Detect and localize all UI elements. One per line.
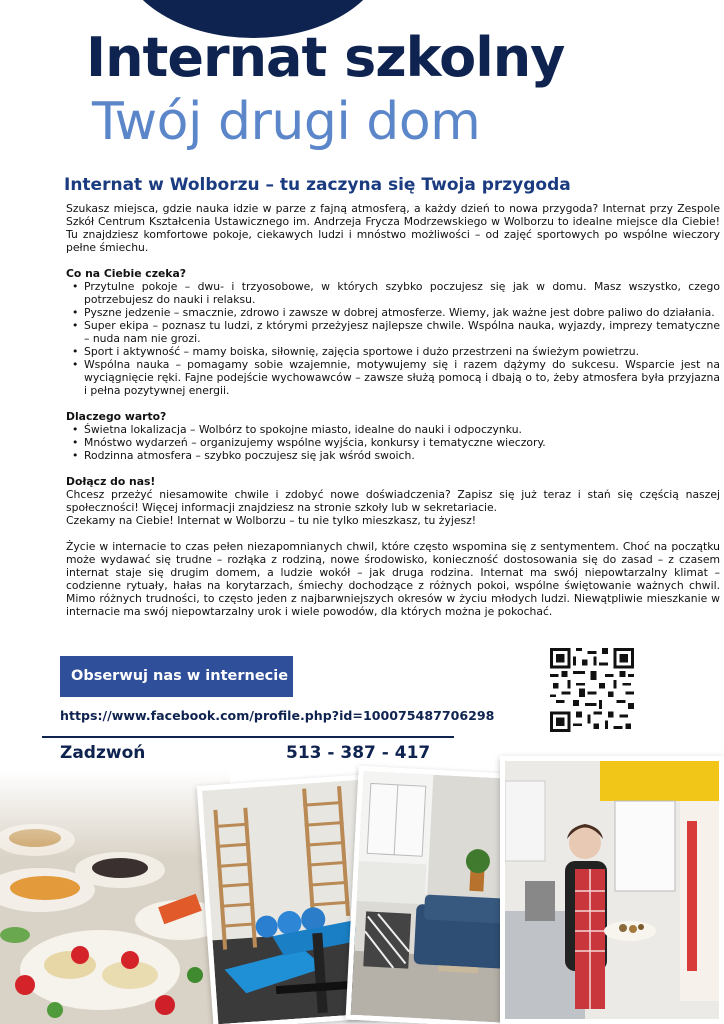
food-photo: [0, 770, 230, 1024]
list-item: • Super ekipa – poznasz tu ludzi, z którymi przeżyjesz najlepsze chwile. Wspólna nauka, wyjazdy, imprezy tematyczne – nuda nam nie grozi.: [66, 319, 720, 345]
life-paragraph: Życie w internacie to czas pełen niezapomnianych chwil, które często wspomina się z sentymentem. Choć na początku może wydawać się trudne – rozłąka z rodziną, nowe środowisko, konieczność dostosowania się do zasad – z czasem internat staje się drugim domem, a ludzie wokół – jak druga rodzina. Internat ma swój niepowtarzalny klimat – codzienne rytuały, hałas na korytarzach, śmiechy dochodzące z różnych pokoi, wspólne świętowanie ważnych chwil. Mimo różnych trudności, to często jeden z najbarwniejszych okresów w życiu młodych ludzi. Niewątpliwie mieszkanie w internacie ma swój niepowtarzalny urok i wiele powodów, dla których można je pokochać.: [66, 540, 720, 618]
list-item: • Przytulne pokoje – dwu- i trzyosobowe, w których szybko poczujesz się jak w domu. Masz wszystko, czego potrzebujesz do nauki i relaksu.: [66, 280, 720, 306]
divider: [42, 736, 454, 738]
kitchen-photo: [500, 756, 724, 1024]
facebook-link[interactable]: https://www.facebook.com/profile.php?id=100075487706298: [60, 708, 495, 723]
offer-list: [66, 280, 720, 397]
list-item: • Sport i aktywność – mamy boiska, siłownię, zajęcia sportowe i dużo przestrzeni na świeżym powietrzu.: [66, 345, 720, 358]
join-closing: Czekamy na Ciebie! Internat w Wolborzu – tu nie tylko mieszkasz, tu żyjesz!: [66, 514, 477, 527]
offer-heading: Co na Ciebie czeka?: [66, 267, 187, 280]
list-item: • Wspólna nauka – pomagamy sobie wzajemnie, motywujemy się i razem dążymy do sukcesu. Wsparcie jest na wyciągnięcie ręki. Fajne podejście wychowawców – zawsze służą pomocą i dbają o to, żeby atmosfera była przyjazna i pełna pozytywnej energii.: [66, 358, 720, 397]
intro-headline: Internat w Wolborzu – tu zaczyna się Twoja przygoda: [64, 175, 571, 195]
main-title: Internat szkolny: [86, 26, 565, 89]
intro-paragraph: Szukasz miejsca, gdzie nauka idzie w parze z fajną atmosferą, a każdy dzień to nowa przygoda? Internat przy Zespole Szkół Centrum Kształcenia Ustawicznego im. Andrzeja Frycza Modrzewskiego w Wolborzu to idealne miejsce dla Ciebie! Tu znajdziesz komfortowe pokoje, ciekawych ludzi i mnóstwo możliwości – od zajęć sportowych po wspólne wieczory pełne śmiechu.: [66, 202, 720, 254]
qr-code-icon[interactable]: [550, 648, 634, 732]
list-item: • Świetna lokalizacja – Wolbórz to spokojne miasto, idealne do nauki i odpoczynku.: [66, 423, 720, 436]
join-paragraph: Chcesz przeżyć niesamowite chwile i zdobyć nowe doświadczenia? Zapisz się już teraz i stań się częścią naszej społeczności! Więcej informacji znajdziesz na stronie szkoły lub w sekretariacie.: [66, 488, 720, 514]
list-item: • Pyszne jedzenie – smacznie, zdrowo i zawsze w dobrej atmosferze. Wiemy, jak ważne jest dobre paliwo do działania.: [66, 306, 720, 319]
list-item: • Rodzinna atmosfera – szybko poczujesz się jak wśród swoich.: [66, 449, 720, 462]
follow-us-banner: Obserwuj nas w internecie: [60, 656, 293, 697]
why-heading: Dlaczego warto?: [66, 410, 167, 423]
list-item: • Mnóstwo wydarzeń – organizujemy wspólne wyjścia, konkursy i tematyczne wieczory.: [66, 436, 720, 449]
call-label: Zadzwoń: [60, 743, 146, 763]
subtitle: Twój drugi dom: [92, 92, 481, 152]
article-body: [66, 172, 720, 618]
phone-number[interactable]: 513 - 387 - 417: [286, 743, 431, 763]
why-list: [66, 423, 720, 462]
join-heading: Dołącz do nas!: [66, 475, 156, 488]
